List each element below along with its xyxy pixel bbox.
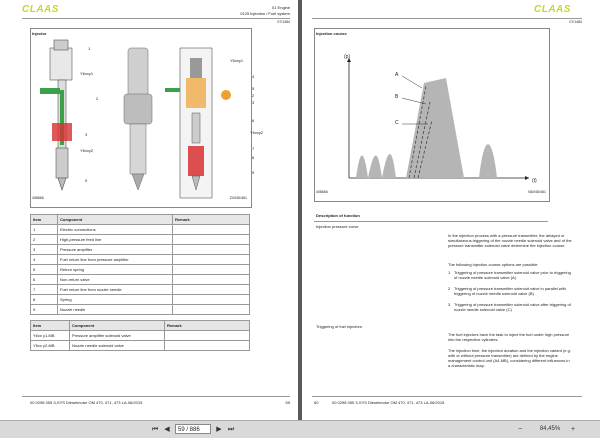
x-axis-label: (t) — [532, 178, 537, 184]
cell-remark — [173, 305, 250, 315]
callout-6: 6 — [252, 118, 255, 123]
paragraph-3: The fuel injectors have the task to inject the fuel under high pressure into the respective cylinders. — [448, 332, 570, 342]
table-row — [31, 265, 250, 275]
viewer-toolbar — [0, 420, 600, 438]
cell-remark — [173, 235, 250, 245]
list-text: Triggering of pressure transmitter solenoid valve prior to triggering of nozzle needle solenoid valve (A) — [454, 270, 571, 280]
col-remark: Remark — [173, 215, 250, 225]
figure-ref-right: ZX/ND/461 — [229, 196, 247, 200]
cell-remark — [173, 295, 250, 305]
cell-component: Electric connections — [58, 225, 173, 235]
col-item: Item — [31, 215, 58, 225]
table-row — [31, 341, 250, 351]
cell-item: 2 — [31, 235, 58, 245]
subtitle-fuel-injectors: Triggering of fuel injectors — [316, 324, 362, 329]
table-header-row — [31, 321, 250, 331]
table-row — [31, 305, 250, 315]
paragraph-1: In the injection process with a pressure transmitter, the delayed or simultaneous triggering of the nozzle needle solenoid valve and of the pressure transmitter solenoid valve determine the injection course. — [448, 233, 572, 248]
label-a: A — [395, 72, 399, 78]
cell-item: 7 — [31, 285, 58, 295]
header-section: 0125 Injection / Fuel system — [240, 11, 290, 16]
list-number: 1 — [448, 270, 451, 275]
first-page-icon[interactable]: ⏮ — [151, 426, 159, 433]
injector-render — [124, 48, 152, 190]
header-chapter: 01 Engine — [271, 5, 290, 10]
list-number: 2 — [448, 286, 451, 291]
zoom-level: 84,45% — [539, 426, 561, 432]
callout-2-right: 2 — [252, 93, 255, 98]
col-component: Component — [58, 215, 173, 225]
footer-rule — [312, 396, 582, 397]
list-item — [448, 302, 572, 312]
components-table — [30, 214, 250, 315]
cell-component: Return spring — [58, 265, 173, 275]
cell-remark — [173, 285, 250, 295]
injector-cutaway — [40, 40, 72, 190]
footer-doc-ref: 00 0298 055 3-SYS Dieselmotor OM 470, 471, 473 LA-06/2015 — [332, 400, 445, 405]
cell-item: 3 — [31, 245, 58, 255]
cell-item: 4 — [31, 255, 58, 265]
header-ref: 07/1484 — [277, 20, 290, 24]
cell-component: Pressure amplifier solenoid valve — [70, 331, 165, 341]
y-axis-label: (p) — [344, 54, 351, 60]
list-item — [448, 286, 572, 296]
figure-ref-right: ND/ND/461 — [528, 190, 546, 194]
cell-item: 9 — [31, 305, 58, 315]
callout-3: 3 — [85, 132, 88, 137]
callout-y6xxy1-left: Y6xxy1 — [80, 71, 94, 76]
pdf-page-left — [0, 0, 298, 420]
table-row — [31, 225, 250, 235]
claas-logo: CLAAS — [534, 4, 571, 15]
label-c: C — [395, 120, 399, 126]
leader-a — [402, 76, 422, 88]
callout-5: 5 — [252, 86, 255, 91]
list-text: Triggering of pressure transmitter solenoid valve in parallel with triggering of nozzle needle solenoid valve (B) — [454, 286, 566, 296]
cell-item: Y6xx y1-MB — [31, 331, 70, 341]
callout-7: 7 — [252, 146, 255, 151]
table-row — [31, 245, 250, 255]
cell-component: Spring — [58, 295, 173, 305]
cell-remark — [173, 255, 250, 265]
cell-component: Fuel return line from pressure amplifier — [58, 255, 173, 265]
pilot-injection-pulses — [356, 154, 396, 178]
cell-remark — [173, 225, 250, 235]
claas-logo: CLAAS — [22, 4, 59, 15]
cell-component: Fuel return line from nozzle needle — [58, 285, 173, 295]
cell-item: 8 — [31, 295, 58, 305]
cell-item: 1 — [31, 225, 58, 235]
cell-component: Non-return valve — [58, 275, 173, 285]
next-page-icon[interactable]: ▶ — [216, 426, 222, 433]
post-injection-pulse — [479, 144, 497, 178]
cell-remark — [173, 265, 250, 275]
last-page-icon[interactable]: ⏭ — [227, 426, 235, 433]
paragraph-2: The following injection course options are possible: — [448, 262, 539, 267]
main-injection-area — [406, 78, 464, 178]
zoom-in-icon[interactable]: + — [570, 426, 576, 433]
injector-schematic — [165, 48, 231, 198]
col-remark: Remark — [165, 321, 250, 331]
cell-component: Nozzle needle — [58, 305, 173, 315]
subtitle-injection-curve: Injection pressure curve — [316, 224, 359, 229]
injector-diagram — [30, 28, 250, 206]
cell-component: Pressure amplifier — [58, 245, 173, 255]
paragraph-4: The injection time, the injection duration and the injection variant (e.g. with or without pressure transmitter) are defined by the engine management control unit (A4-MB), considering different influences in a characteristic map. — [448, 348, 571, 368]
zoom-out-icon[interactable]: − — [517, 426, 523, 433]
footer-doc-ref: 00 0298 055 3-SYS Dieselmotor OM 470, 471, 473 LA-06/2015 — [30, 400, 143, 405]
cell-component: High-pressure feed line — [58, 235, 173, 245]
footer-rule — [22, 396, 290, 397]
page-number-left: 59 — [285, 400, 290, 405]
table-row — [31, 255, 250, 265]
figure-ref-left: 408666 — [316, 190, 328, 194]
header-ref: 07/1484 — [569, 20, 582, 24]
cell-item: 6 — [31, 275, 58, 285]
x-axis-arrow — [525, 176, 529, 180]
pdf-page-right — [302, 0, 600, 420]
table-row — [31, 331, 250, 341]
callout-y6xxy2-left: Y6xxy2 — [80, 148, 94, 153]
callout-9-left: 9 — [85, 178, 88, 183]
table-row — [31, 295, 250, 305]
table-row — [31, 235, 250, 245]
cell-item: 5 — [31, 265, 58, 275]
table-row — [31, 285, 250, 295]
header-rule — [22, 18, 290, 19]
cell-item: Y6xx y2-MB — [31, 341, 70, 351]
callout-9-right: 9 — [252, 170, 255, 175]
callout-2: 2 — [96, 96, 99, 101]
cell-remark — [165, 331, 250, 341]
table-row — [31, 275, 250, 285]
solenoid-table — [30, 320, 250, 351]
table-header-row — [31, 215, 250, 225]
page-number-input[interactable]: 59 / 886 — [175, 424, 211, 434]
prev-page-icon[interactable]: ◀ — [164, 426, 170, 433]
callout-y6xxy1-right: Y6xxy1 — [230, 58, 244, 63]
callout-4: 4 — [252, 74, 255, 79]
list-number: 3 — [448, 302, 451, 307]
header-rule — [312, 18, 582, 19]
col-component: Component — [70, 321, 165, 331]
description-rule — [314, 221, 548, 222]
cell-remark — [165, 341, 250, 351]
callout-1: 1 — [88, 46, 91, 51]
callout-y6xxy2-right: Y6xxy2 — [250, 130, 264, 135]
figure-title: Injector — [32, 31, 47, 36]
figure-title: Injection course — [316, 31, 347, 36]
label-b: B — [395, 94, 399, 100]
col-item: Item — [31, 321, 70, 331]
description-title: Description of function — [316, 213, 360, 218]
list-item — [448, 270, 572, 280]
callout-8: 8 — [252, 155, 255, 160]
cell-remark — [173, 245, 250, 255]
cell-remark — [173, 275, 250, 285]
list-text: Triggering of pressure transmitter solenoid valve after triggering of nozzle needle solenoid valve (C) — [454, 302, 571, 312]
figure-ref-left: 408666 — [32, 196, 44, 200]
callout-3-right: 3 — [252, 100, 255, 105]
cell-component: Nozzle needle solenoid valve — [70, 341, 165, 351]
page-number-right: 60 — [314, 400, 319, 405]
